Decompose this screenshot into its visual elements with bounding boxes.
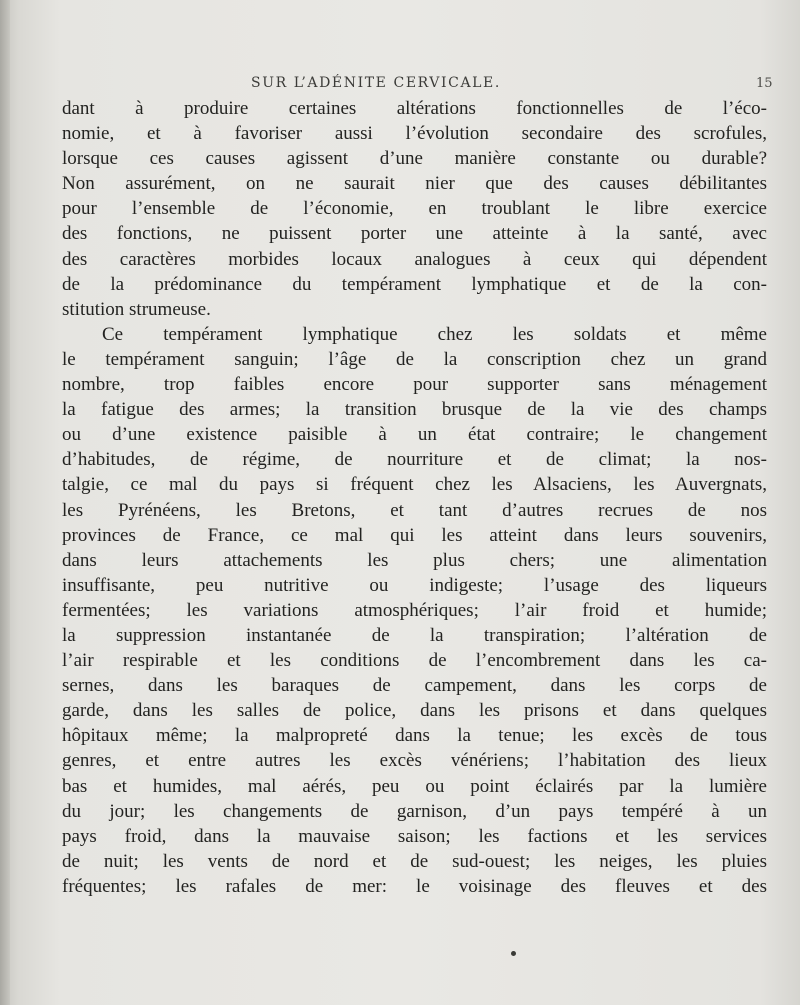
text-line: lorsque ces causes agissent d’une manière constante ou durable? [62,148,767,170]
text-line: de la prédominance du tempérament lymphatique et de la con- [62,273,767,295]
text-line: genres, et entre autres les excès vénériens; l’habitation des lieux [62,750,767,772]
text-line: Non assurément, on ne saurait nier que des causes débilitantes [62,173,767,195]
text-line: dans leurs attachements les plus chers; une alimentation [62,549,767,571]
text-line: dant à produire certaines altérations fonctionnelles de l’éco- [62,98,767,119]
text-line: la suppression instantanée de la transpiration; l’altération de [62,624,767,646]
text-line: fermentées; les variations atmosphériques; l’air froid et humide; [62,599,767,621]
text-line: talgie, ce mal du pays si fréquent chez les Alsaciens, les Auvergnats, [62,474,767,496]
page-gutter-shadow [0,0,10,1005]
text-line: le tempérament sanguin; l’âge de la conscription chez un grand [62,348,767,370]
ink-speck [511,951,516,956]
text-line: fréquentes; les rafales de mer: le voisinage des fleuves et des [62,875,767,897]
text-line: bas et humides, mal aérés, peu ou point éclairés par la lumière [62,775,767,797]
text-line: insuffisante, peu nutritive ou indigeste; l’usage des liqueurs [62,574,767,596]
text-line: de nuit; les vents de nord et de sud-ouest; les neiges, les pluies [62,850,767,872]
paragraph-first-line: Ce tempérament lymphatique chez les soldats et même [102,323,767,345]
text-line: nombre, trop faibles encore pour supporter sans ménagement [62,374,767,396]
text-line: pays froid, dans la mauvaise saison; les factions et les services [62,825,767,847]
text-line: sernes, dans les baraques de campement, dans les corps de [62,675,767,697]
text-line: du jour; les changements de garnison, d’un pays tempéré à un [62,800,767,822]
text-line: hôpitaux même; la malpropreté dans la tenue; les excès de tous [62,725,767,747]
body-text [62,96,767,899]
text-line: pour l’ensemble de l’économie, en troublant le libre exercice [62,198,767,220]
text-line: l’air respirable et les conditions de l’encombrement dans les ca- [62,650,767,672]
running-head: SUR L’ADÉNITE CERVICALE. [251,75,501,91]
text-line: stitution strumeuse. [62,298,211,320]
page-number: 15 [756,76,773,91]
text-line: des fonctions, ne puissent porter une atteinte à la santé, avec [62,223,767,245]
text-line: ou d’une existence paisible à un état contraire; le changement [62,424,767,446]
text-line: les Pyrénéens, les Bretons, et tant d’autres recrues de nos [62,499,767,521]
text-line: la fatigue des armes; la transition brusque de la vie des champs [62,399,767,421]
text-line: nomie, et à favoriser aussi l’évolution secondaire des scrofules, [62,123,767,145]
text-line: des caractères morbides locaux analogues à ceux qui dépendent [62,248,767,270]
text-line: garde, dans les salles de police, dans les prisons et dans quelques [62,700,767,722]
text-line: d’habitudes, de régime, de nourriture et de climat; la nos- [62,449,767,471]
text-line: provinces de France, ce mal qui les atteint dans leurs souvenirs, [62,524,767,546]
